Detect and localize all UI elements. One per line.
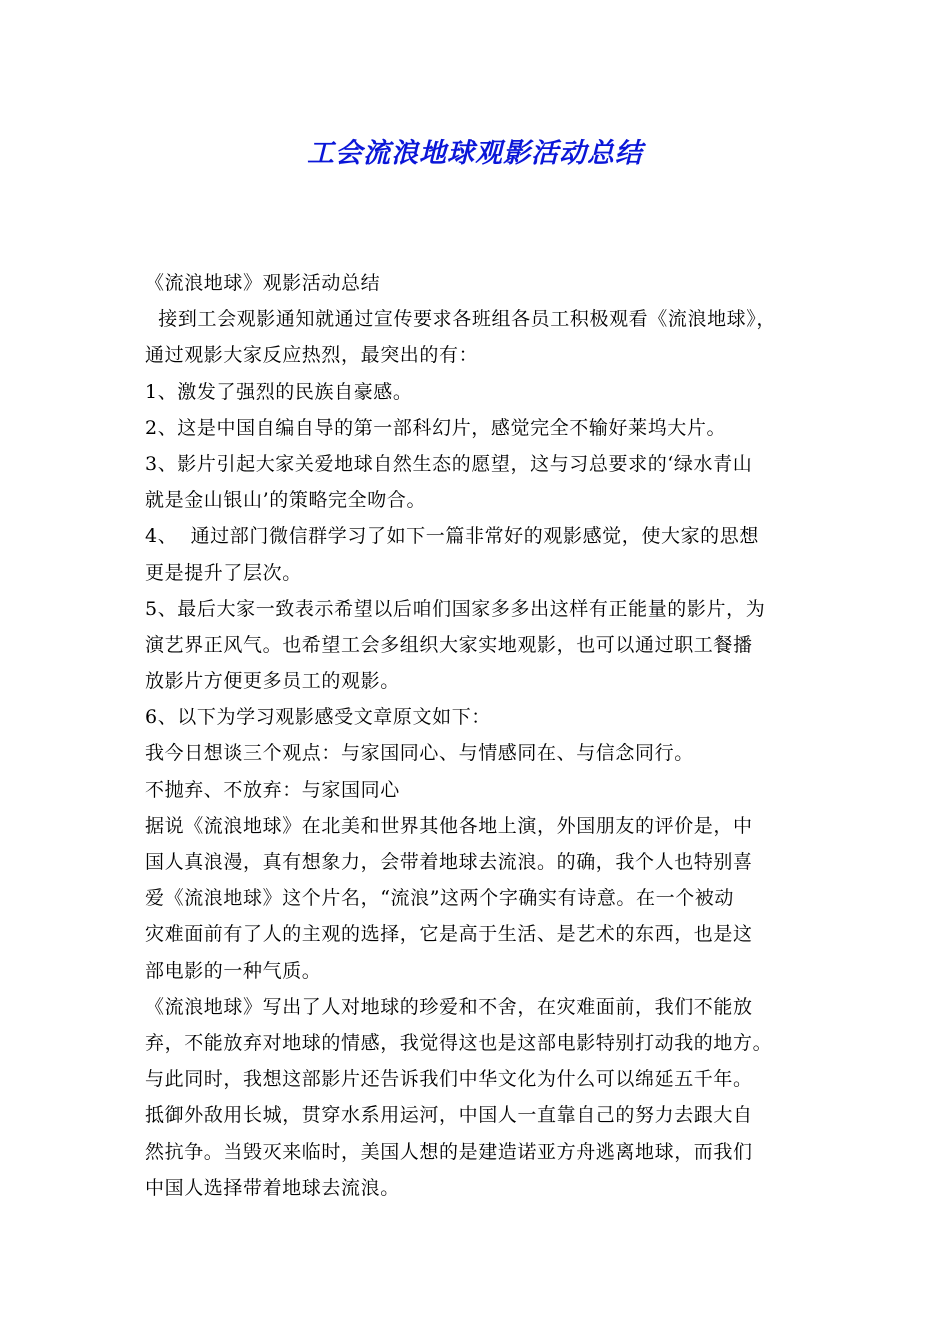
- body-line: 《流浪地球》写出了人对地球的珍爱和不舍，在灾难面前，我们不能放: [145, 995, 753, 1018]
- body-line: 抵御外敌用长城，贯穿水系用运河，中国人一直靠自己的努力去跟大自: [145, 1104, 753, 1127]
- body-line: 爱《流浪地球》这个片名，“流浪”这两个字确实有诗意。在一个被动: [145, 887, 735, 910]
- body-line: 4、 通过部门微信群学习了如下一篇非常好的观影感觉，使大家的思想: [145, 525, 759, 548]
- body-line: 1、激发了强烈的民族自豪感。: [145, 380, 413, 403]
- body-line: 灾难面前有了人的主观的选择，它是高于生活、是艺术的东西，也是这: [145, 923, 753, 946]
- body-line: 接到工会观影通知就通过宣传要求各班组各员工积极观看《流浪地球》，: [145, 308, 776, 331]
- body-line: 据说《流浪地球》在北美和世界其他各地上演，外国朋友的评价是，中: [145, 814, 753, 837]
- body-line: 国人真浪漫，真有想象力，会带着地球去流浪。的确，我个人也特别喜: [145, 851, 753, 873]
- document-title: 工会流浪地球观影活动总结: [307, 138, 643, 169]
- body-line: 弃，不能放弃对地球的情感，我觉得这也是这部电影特别打动我的地方。: [145, 1031, 773, 1054]
- body-line: 6、以下为学习观影感受文章原文如下：: [145, 706, 491, 729]
- body-line: 2、这是中国自编自导的第一部科幻片，感觉完全不输好莱坞大片。: [145, 416, 727, 439]
- body-line: 3、影片引起大家关爱地球自然生态的愿望，这与习总要求的‘绿水青山: [145, 452, 753, 475]
- body-line: 通过观影大家反应热烈，最突出的有：: [145, 344, 479, 367]
- body-line: 更是提升了层次。: [145, 561, 302, 584]
- body-line: 《流浪地球》观影活动总结: [145, 272, 381, 294]
- body-line: 部电影的一种气质。: [145, 959, 322, 982]
- body-line: 就是金山银山’的策略完全吻合。: [145, 489, 427, 512]
- document-body: [145, 265, 825, 1206]
- body-line: 放影片方便更多员工的观影。: [145, 670, 400, 693]
- body-line: 中国人选择带着地球去流浪。: [145, 1176, 400, 1199]
- body-line: 与此同时，我想这部影片还告诉我们中华文化为什么可以绵延五千年。: [145, 1068, 753, 1091]
- body-line: 不抛弃、不放弃：与家国同心: [145, 778, 400, 801]
- body-line: 我今日想谈三个观点：与家国同心、与情感同在、与信念同行。: [145, 742, 694, 765]
- body-line: 演艺界正风气。也希望工会多组织大家实地观影，也可以通过职工餐播: [145, 633, 753, 656]
- body-line: 然抗争。当毁灭来临时，美国人想的是建造诺亚方舟逃离地球，而我们: [145, 1140, 753, 1163]
- body-line: 5、最后大家一致表示希望以后咱们国家多多出这样有正能量的影片，为: [145, 597, 766, 620]
